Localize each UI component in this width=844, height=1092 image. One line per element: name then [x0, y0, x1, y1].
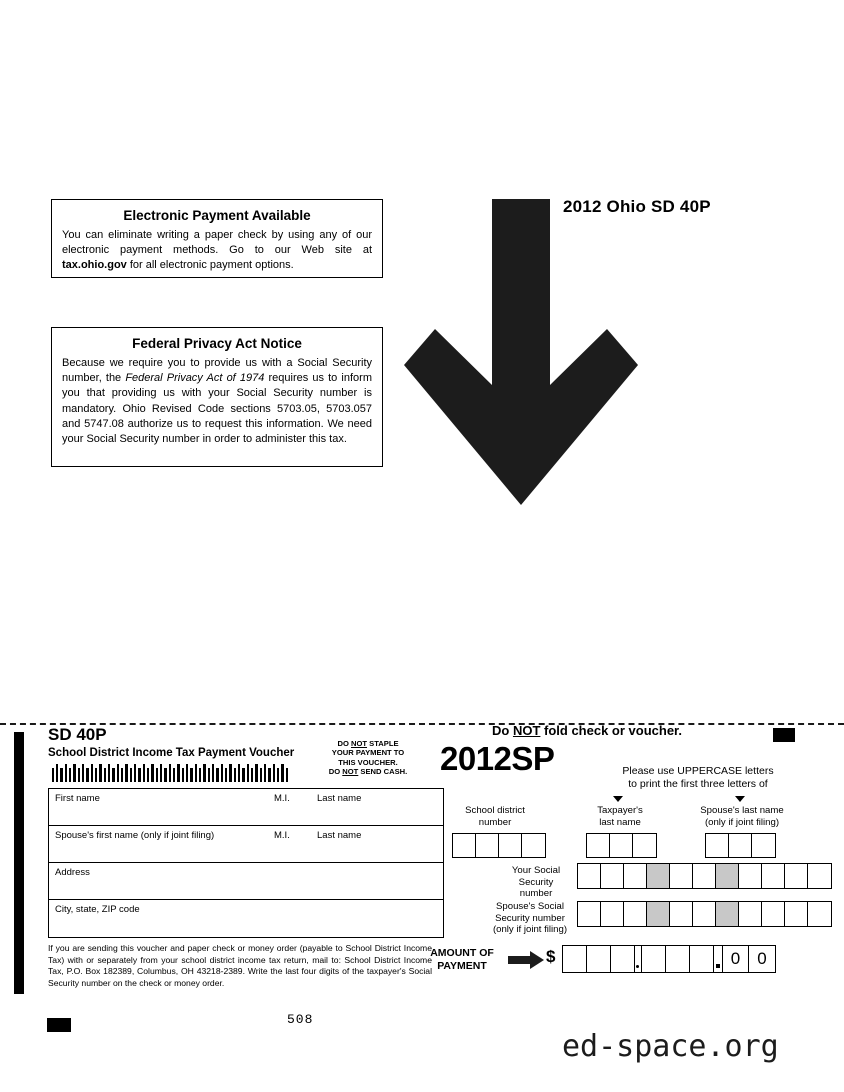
char-cell[interactable]	[729, 834, 752, 857]
city-state-zip-label: City, state, ZIP code	[55, 904, 140, 915]
federal-privacy-act-title: Federal Privacy Act Notice	[132, 336, 302, 351]
federal-privacy-act-box	[51, 327, 383, 467]
char-cell-separator	[716, 902, 739, 926]
voucher-form-code: SD 40P	[48, 725, 107, 744]
char-cell[interactable]	[624, 864, 647, 888]
cents-digit: 0	[757, 949, 767, 968]
char-cell[interactable]	[610, 834, 633, 857]
spouse-last-label-line-2: (only if joint filing)	[704, 816, 780, 828]
char-cell[interactable]	[624, 902, 647, 926]
char-cell[interactable]	[762, 864, 785, 888]
uppercase-line-2: to print the first three letters of	[628, 778, 768, 791]
privacy-text-2: requires us to inform you that providing us with your Social Security number is mandatory. Ohio Revised Code sections 5703.05, 5703.057 and 5747.08 authorize us to request this information. We need your Social Security number in order to administer this tax.	[62, 372, 372, 445]
char-cell[interactable]	[706, 834, 729, 857]
taxpayer-last-label-line-2: last name	[599, 816, 641, 828]
char-cell[interactable]	[785, 864, 808, 888]
federal-privacy-act-body	[62, 356, 372, 447]
char-cell-separator	[647, 902, 670, 926]
taxpayer-last-name-label	[578, 805, 662, 828]
fold-text-not: NOT	[512, 723, 541, 738]
char-cell[interactable]	[670, 864, 693, 888]
char-cell[interactable]	[693, 864, 716, 888]
staple-text-5: DO	[328, 767, 343, 777]
char-cell[interactable]	[785, 902, 808, 926]
spouse-middle-initial-label: M.I.	[274, 830, 290, 841]
do-not-fold-note	[492, 723, 682, 738]
char-cell[interactable]	[670, 902, 693, 926]
staple-text-6: SEND CASH.	[358, 767, 408, 777]
mailing-instructions: If you are sending this voucher and paper check or money order (payable to School District Income Tax) with or separately from your school district income tax return, mail to: School District Income Tax, P.O. Box 182389, Columbus, OH 43218-2389. Write the last four digits of the taxpayer's Social Security number on the check or money order.	[48, 943, 432, 988]
right-arrow-icon	[508, 951, 544, 969]
char-cell[interactable]	[601, 864, 624, 888]
electronic-payment-body	[62, 228, 372, 274]
address-label: Address	[55, 867, 90, 878]
first-name-label: First name	[55, 793, 100, 804]
char-cell[interactable]	[601, 902, 624, 926]
thousands-comma	[635, 946, 642, 972]
amount-of-payment-input[interactable]	[562, 945, 776, 973]
staple-text-not-1: NOT	[350, 739, 368, 748]
spouse-last-name-label: Last name	[317, 830, 362, 841]
your-ssn-label-line-2: Security	[518, 876, 554, 888]
char-cell[interactable]	[739, 864, 762, 888]
spouse-ssn-label-line-3: (only if joint filing)	[492, 924, 568, 935]
amount-label-line-2: PAYMENT	[437, 960, 487, 973]
school-district-number-input[interactable]	[452, 833, 546, 858]
spouse-ssn-label	[478, 901, 582, 936]
down-arrow-graphic	[404, 199, 638, 505]
watermark-text: ed-space.org	[562, 1029, 779, 1064]
voucher-year-code: 2012SP	[440, 740, 555, 777]
char-cell-separator	[716, 864, 739, 888]
tax-website-link: tax.ohio.gov	[62, 259, 127, 272]
taxpayer-last-label-line-1: Taxpayer's	[597, 805, 643, 816]
school-district-label-line-1: School district	[465, 805, 525, 816]
char-cell[interactable]	[762, 902, 785, 926]
school-district-number-label	[452, 805, 538, 828]
char-cell[interactable]	[633, 834, 656, 857]
char-cell[interactable]	[578, 902, 601, 926]
name-address-block	[48, 788, 444, 938]
your-ssn-label-line-3: number	[519, 888, 553, 899]
char-cell[interactable]	[752, 834, 775, 857]
spouse-last-name-label	[678, 805, 806, 828]
char-cell[interactable]	[808, 864, 831, 888]
table-row[interactable]	[49, 826, 443, 863]
amount-label-line-1: AMOUNT OF	[430, 947, 494, 959]
your-ssn-input[interactable]	[577, 863, 832, 889]
taxpayer-last-name-input[interactable]	[586, 833, 657, 858]
caret-down-icon	[613, 796, 623, 802]
voucher-subtitle: School District Income Tax Payment Voucher	[48, 747, 295, 759]
staple-text-3: YOUR PAYMENT TO	[331, 748, 405, 758]
char-cell[interactable]	[587, 834, 610, 857]
spouse-ssn-label-line-1: Spouse's Social	[496, 901, 564, 912]
your-ssn-label	[490, 865, 582, 900]
fold-text-2: fold check or voucher.	[540, 723, 683, 738]
char-cell[interactable]	[476, 834, 499, 857]
staple-text-4: THIS VOUCHER.	[338, 757, 398, 767]
barcode-graphic	[52, 764, 292, 782]
school-district-label-line-2: number	[478, 816, 512, 828]
privacy-text-1: Because we require you to provide us with a Social Security number, the	[62, 357, 372, 385]
decimal-point	[714, 946, 723, 972]
char-cell[interactable]	[690, 946, 714, 972]
staple-text-not-2: NOT	[342, 767, 359, 777]
fold-text-1: Do	[492, 723, 513, 738]
cents-digit: 0	[723, 946, 749, 972]
char-cell[interactable]	[611, 946, 635, 972]
staple-text-2: STAPLE	[367, 739, 399, 748]
char-cell[interactable]	[499, 834, 522, 857]
electronic-payment-box	[51, 199, 383, 278]
char-cell[interactable]	[578, 864, 601, 888]
electronic-payment-text-1: You can eliminate writing a paper check by using any of our electronic payment methods. Go to our Web site at	[62, 229, 372, 257]
page-number: 508	[287, 1012, 314, 1027]
do-not-staple-note	[320, 739, 416, 777]
spouse-last-label-line-1: Spouse's last name	[700, 805, 784, 816]
char-cell[interactable]	[808, 902, 831, 926]
table-row[interactable]	[49, 863, 443, 900]
char-cell[interactable]	[739, 902, 762, 926]
electronic-payment-text-2: for all electronic payment options.	[126, 259, 294, 272]
uppercase-instruction	[588, 765, 808, 791]
spouse-last-name-input[interactable]	[705, 833, 776, 858]
table-row[interactable]	[49, 900, 443, 937]
spouse-ssn-label-line-2: Security number	[495, 912, 565, 924]
char-cell-separator	[647, 864, 670, 888]
your-ssn-label-line-1: Your Social	[511, 865, 561, 876]
char-cell[interactable]	[642, 946, 666, 972]
staple-text-1: DO	[337, 739, 351, 748]
privacy-act-citation: Federal Privacy Act of 1974	[125, 372, 265, 385]
char-cell[interactable]	[666, 946, 690, 972]
page-title: 2012 Ohio SD 40P	[563, 197, 711, 216]
uppercase-line-1: Please use UPPERCASE letters	[622, 765, 774, 777]
char-cell[interactable]	[453, 834, 476, 857]
table-row[interactable]	[49, 789, 443, 826]
caret-down-icon	[735, 796, 745, 802]
spouse-first-name-label: Spouse's first name (only if joint filing)	[55, 830, 215, 841]
amount-of-payment-label	[426, 947, 498, 973]
char-cell[interactable]	[522, 834, 545, 857]
electronic-payment-title: Electronic Payment Available	[123, 208, 311, 223]
last-name-label: Last name	[317, 793, 362, 804]
dollar-sign: $	[546, 947, 556, 966]
spouse-ssn-input[interactable]	[577, 901, 832, 927]
char-cell[interactable]	[587, 946, 611, 972]
middle-initial-label: M.I.	[274, 793, 290, 804]
char-cell[interactable]	[563, 946, 587, 972]
char-cell[interactable]	[693, 902, 716, 926]
